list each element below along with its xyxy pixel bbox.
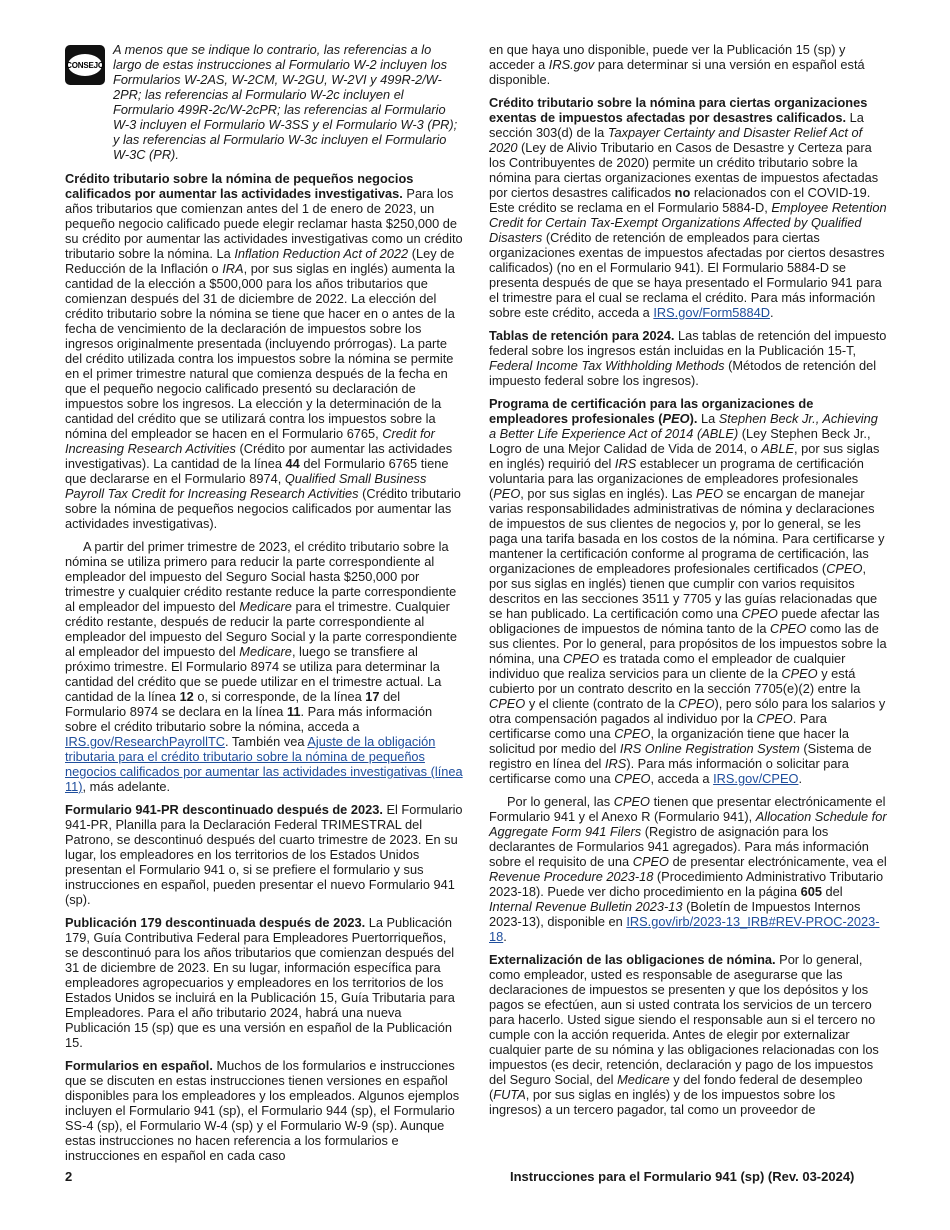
research-payroll-tc-link[interactable]: IRS.gov/ResearchPayrollTC — [65, 734, 226, 749]
left-column — [65, 42, 463, 1171]
pub-179-paragraph: Publicación 179 descontinuada después de 2023. La Publicación 179, Guía Contributiva Federal para Empleadores Puertorriqueños, se descontinuó para los años tributarios que comienzan después del 31 de diciembre de 2023. En su lugar, información específica para empleadores agropecuarios y empleadores en los territorios de los Estados Unidos se incluirá en la Publicación 15, Guía Tributaria para Empleadores. Para el año tributario 2024, habrá una nueva Publicación 15 (sp) que es una versión en español de la Publicación 15. — [65, 915, 455, 1050]
spanish-forms-heading: Formularios en español. — [65, 1058, 213, 1073]
adjustment-line-11-link[interactable]: Ajuste de la obligación tributaria para el crédito tributario sobre la nómina de pequeños negocios calificados por aumentar las actividades investigativas (línea 11) — [65, 734, 463, 794]
outsourcing-heading: Externalización de las obligaciones de nómina. — [489, 952, 776, 967]
pub-179-heading: Publicación 179 descontinuada después de 2023. — [65, 915, 366, 930]
continued-paragraph: en que haya uno disponible, puede ver la Publicación 15 (sp) y acceder a IRS.gov para determinar si una versión en español está disponible. — [489, 42, 865, 87]
withholding-tables-heading: Tablas de retención para 2024. — [489, 328, 675, 343]
form-941pr-heading: Formulario 941-PR descontinuado después de 2023. — [65, 802, 383, 817]
research-credit-paragraph: Crédito tributario sobre la nómina de pequeños negocios calificados por aumentar las actividades investigativas. Para los años tributarios que comienzan antes del 1 de enero de 2023, un pequeño negocio calificado puede elegir reclamar hasta $250,000 de su crédito por aumentar las actividades investigativas como un crédito tributario sobre la nómina. La Inflation Reduction Act of 2022 (Ley de Reducción de la Inflación o IRA, por sus siglas en inglés) aumenta la cantidad de la elección a $500,000 para los años tributarios que comienzan después del 31 de diciembre de 2022. La elección del crédito tributario sobre la nómina se tiene que hacer en o antes de la fecha de vencimiento de la declaración de impuestos sobre los ingresos originalmente presentada (incluyendo prórrogas). La parte del crédito utilizada contra los impuestos sobre la nómina se permite en el primer trimestre natural que comienza después de la fecha en que el pequeño negocio calificado presentó su declaración de impuestos sobre los ingresos. La elección y la determinación de la cantidad del crédito que se utilizará contra los impuestos sobre la nómina del empleador se hacen en el Formulario 6765, Credit for Increasing Research Activities (Crédito por aumentar las actividades investigativas). La cantidad de la línea 44 del Formulario 6765 tiene que declararse en el Formulario 8974, Qualified Small Business Payroll Tax Credit for Increasing Research Activities (Crédito tributario sobre la nómina de pequeños negocios calificados por aumentar las actividades investigativas). — [65, 171, 463, 531]
page-number: 2 — [65, 1169, 73, 1184]
tip-text: A menos que se indique lo contrario, las referencias a lo largo de estas instrucciones al Formulario W-2 incluyen los Formularios W-2AS, W-2CM, W-2GU, W-2VI y 499R-2/W-2PR; las referencias al Formulario W-2c incluyen el Formulario 499R-2c/W-2cPR; las referencias al Formulario W-3 incluyen el Formulario W-3SS y el Formulario W-3 (PR); y las referencias al Formulario W-3c incluyen el Formulario W-3C (PR). — [113, 42, 458, 162]
footer-title: Instrucciones para el Formulario 941 (sp) (Rev. 03-2024) — [510, 1169, 855, 1184]
disaster-credit-heading: Crédito tributario sobre la nómina para ciertas organizaciones exentas de impuestos afectadas por desastres calificados. — [489, 95, 868, 125]
peo-paragraph-2: Por lo general, las CPEO tienen que presentar electrónicamente el Formulario 941 y el Anexo R (Formulario 941), Allocation Schedule for Aggregate Form 941 Filers (Registro de asignación para los declarantes de Formularios 941 agregados). Para más información sobre el requisito de una CPEO de presentar electrónicamente, vea el Revenue Procedure 2023-18 (Procedimiento Administrativo Tributario 2023-18). Puede ver dicho procedimiento en la página 605 del Internal Revenue Bulletin 2023-13 (Boletín de Impuestos Internos 2023-13), disponible en IRS.gov/irb/2023-13_IRB#REV-PROC-2023-18. — [489, 794, 887, 944]
peo-paragraph: Programa de certificación para las organizaciones de empleadores profesionales (PEO). La Stephen Beck Jr., Achieving a Better Life Experience Act of 2014 (ABLE) (Ley Stephen Beck Jr., Logro de una Mejor Calidad de Vida de 2014, o ABLE, por sus siglas en inglés) requirió del IRS establecer un programa de certificación voluntaria para las organizaciones de empleadores profesionales (PEO, por sus siglas en inglés). Las PEO se encargan de manejar varias responsabilidades administrativas de nómina y declaraciones de impuestos de sus clientes de negocios y, por lo general, se les paga una tarifa basada en los costos de la nómina. Para certificarse y mantener la certificación conforme al programa de certificación, las organizaciones de empleadores profesionales certificados (CPEO, por sus siglas en inglés) tienen que cumplir con varios requisitos descritos en las secciones 3511 y 7705 y las guías relacionadas que se han publicado. La certificación como una CPEO puede afectar las obligaciones de impuestos de nómina tanto de la CPEO como las de sus clientes. Por lo general, para propósitos de los impuestos sobre la nómina, una CPEO es tratada como el empleador de cualquier individuo que realiza servicios para un cliente de la CPEO y está cubierto por un contrato descrito en la sección 7705(e)(2) entre la CPEO y el cliente (contrato de la CPEO), pero sólo para los salarios y otra compensación pagados al individuo por la CPEO. Para certificarse como una CPEO, la organización tiene que hacer la solicitud por medio del IRS Online Registration System (Sistema de registro en línea del IRS). Para más información o solicitar para certificarse como una CPEO, acceda a IRS.gov/CPEO. — [489, 396, 887, 786]
right-column — [489, 42, 887, 1125]
withholding-tables-paragraph: Tablas de retención para 2024. Las tablas de retención del impuesto federal sobre los ingresos están incluidas en la Publicación 15-T, Federal Income Tax Withholding Methods (Métodos de retención del impuesto federal sobre los ingresos). — [489, 328, 887, 388]
form-5884d-link[interactable]: IRS.gov/Form5884D — [653, 305, 770, 320]
research-credit-heading: Crédito tributario sobre la nómina de pequeños negocios calificados por aumentar las actividades investigativas. — [65, 171, 414, 201]
consejo-icon: CONSEJO — [65, 45, 105, 85]
spanish-forms-paragraph: Formularios en español. Muchos de los formularios e instrucciones que se discuten en estas instrucciones tienen versiones en español disponibles para los empleadores y los empleados. Algunos ejemplos incluyen el Formulario 941 (sp), el Formulario 944 (sp), el Formulario SS-4 (sp), el Formulario W-4 (sp) y el Formulario W-9 (sp). Aunque estas instrucciones no hacen referencia a los formularios e instrucciones en español en cada caso — [65, 1058, 460, 1163]
disaster-credit-paragraph: Crédito tributario sobre la nómina para ciertas organizaciones exentas de impuestos afectadas por desastres calificados. La sección 303(d) de la Taxpayer Certainty and Disaster Relief Act of 2020 (Ley de Alivio Tributario en Casos de Desastre y Certeza para los Contribuyentes de 2020) permite un crédito tributario sobre la nómina para ciertas organizaciones exentas de impuestos afectadas por ciertos desastres calificados no relacionados con el COVID-19. Este crédito se reclama en el Formulario 5884-D, Employee Retention Credit for Certain Tax-Exempt Organizations Affected by Qualified Disasters (Crédito de retención de empleados para ciertas organizaciones exentas de impuestos afectadas por ciertos desastres calificados) (no en el Formulario 941). El Formulario 5884-D se presenta después de que se haya presentado el Formulario 941 para el trimestre para el cual se reclama el crédito. Para más información sobre este crédito, acceda a IRS.gov/Form5884D. — [489, 95, 887, 320]
research-credit-paragraph-2: A partir del primer trimestre de 2023, el crédito tributario sobre la nómina se utiliza primero para reducir la parte correspondiente al empleador del impuesto del Seguro Social hasta $250,000 por trimestre y cualquier crédito restante reduce la parte correspondiente al empleador del impuesto del Medicare para el trimestre. Cualquier crédito restante, después de reducir la parte correspondiente al empleador del impuesto del Seguro Social y la parte correspondiente al empleador del impuesto del Medicare, luego se transfiere al próximo trimestre. El Formulario 8974 se utiliza para determinar la cantidad del crédito que se puede utilizar en el trimestre actual. La cantidad de la línea 12 o, si corresponde, de la línea 17 del Formulario 8974 se declara en la línea 11. Para más información sobre el crédito tributario sobre la nómina, acceda a IRS.gov/ResearchPayrollTC. También vea Ajuste de la obligación tributaria para el crédito tributario sobre la nómina de pequeños negocios calificados por aumentar las actividades investigativas (línea 11), más adelante. — [65, 539, 463, 794]
irb-2023-13-link[interactable]: IRS.gov/irb/2023-13_IRB#REV-PROC-2023-18 — [489, 914, 880, 944]
form-941pr-paragraph: Formulario 941-PR descontinuado después de 2023. El Formulario 941-PR, Planilla para la Declaración Federal TRIMESTRAL del Patrono, se descontinuó después del cuarto trimestre de 2023. En su lugar, los empleadores en los territorios de los Estados Unidos presentan el Formulario 941 o, si se prefiere el formulario y sus instrucciones en español, pueden presentar el nuevo Formulario 941 (sp). — [65, 802, 463, 907]
cpeo-link[interactable]: IRS.gov/CPEO — [713, 771, 799, 786]
tip-box — [65, 42, 463, 162]
peo-heading: Programa de certificación para las organizaciones de empleadores profesionales (PEO). — [489, 396, 814, 426]
outsourcing-paragraph: Externalización de las obligaciones de nómina. Por lo general, como empleador, usted es responsable de asegurarse que las declaraciones de impuestos se presenten y que los depósitos y los pagos se efectúen, aun si usted contrata los servicios de un tercero para hacerlo. Usted sigue siendo el responsable aun si el tercero no cumple con la acción requerida. Antes de elegir por externalizar cualquier parte de su nómina y las obligaciones relacionadas con los impuestos (es decir, retención, declaración y pago de los impuestos del Seguro Social, del Medicare y del fondo federal de desempleo (FUTA, por sus siglas en inglés) y de los impuestos sobre los ingresos) a un tercero pagador, tal como un proveedor de — [489, 952, 879, 1117]
